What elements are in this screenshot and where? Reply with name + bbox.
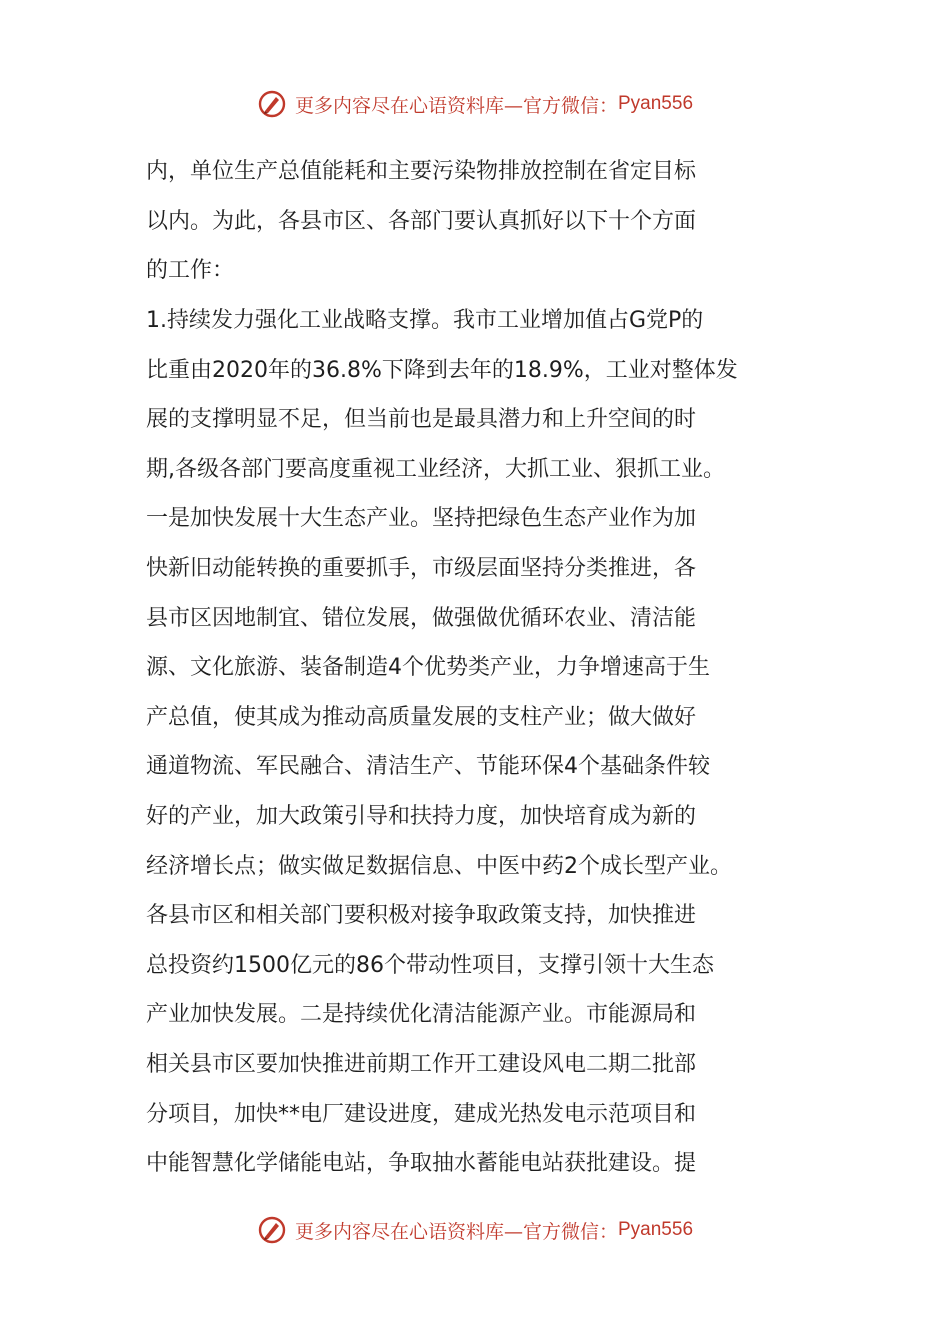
pen-logo-icon [257, 89, 287, 119]
text-line: 一是加快发展十大生态产业。坚持把绿色生态产业作为加 [146, 506, 697, 532]
text-line: 快新旧动能转换的重要抓手，市级层面坚持分类推进，各 [146, 556, 697, 582]
text-line: 各县市区和相关部门要积极对接争取政策支持，加快推进 [146, 903, 697, 929]
text-line: 分项目，加快**电厂建设进度，建成光热发电示范项目和 [146, 1101, 697, 1127]
text-line: 产业加快发展。二是持续优化清洁能源产业。市能源局和 [146, 1002, 697, 1028]
text-line: 县市区因地制宜、错位发展，做强做优循环农业、清洁能 [146, 605, 697, 631]
text-line: 总投资约1500亿元的86个带动性项目，支撑引领十大生态 [146, 952, 714, 978]
text-line: 内，单位生产总值能耗和主要污染物排放控制在省定目标 [146, 159, 697, 185]
text-line: 中能智慧化学储能电站，争取抽水蓄能电站获批建设。提 [146, 1151, 697, 1177]
pen-logo-icon [257, 1215, 287, 1245]
text-line: 期,各级各部门要高度重视工业经济，大抓工业、狠抓工业。 [146, 456, 725, 482]
text-line: 好的产业，加大政策引导和扶持力度，加快培育成为新的 [146, 804, 697, 830]
text-line: 比重由2020年的36.8%下降到去年的18.9%，工业对整体发 [146, 357, 738, 383]
text-line: 以内。为此，各县市区、各部门要认真抓好以下十个方面 [146, 208, 697, 234]
text-line: 通道物流、军民融合、清洁生产、节能环保4个基础条件较 [146, 754, 710, 780]
banner-text: 更多内容尽在心语资料库—官方微信： [294, 1220, 618, 1243]
banner-text: 更多内容尽在心语资料库—官方微信： [294, 94, 618, 117]
text-line: 源、文化旅游、装备制造4个优势类产业，力争增速高于生 [146, 655, 710, 681]
header-banner [0, 86, 950, 122]
text-line: 展的支撑明显不足，但当前也是最具潜力和上升空间的时 [146, 407, 697, 433]
text-line: 的工作： [146, 258, 235, 284]
footer-banner [0, 1212, 950, 1248]
wechat-account: Pyan556 [618, 93, 694, 114]
text-line: 产总值，使其成为推动高质量发展的支柱产业；做大做好 [146, 704, 697, 730]
wechat-account: Pyan556 [618, 1219, 694, 1240]
text-line: 相关县市区要加快推进前期工作开工建设风电二期二批部 [146, 1051, 697, 1077]
document-body [146, 145, 822, 1186]
text-line: 1.持续发力强化工业战略支撑。我市工业增加值占G党P的 [146, 308, 704, 334]
text-line: 经济增长点；做实做足数据信息、中医中药2个成长型产业。 [146, 853, 732, 879]
